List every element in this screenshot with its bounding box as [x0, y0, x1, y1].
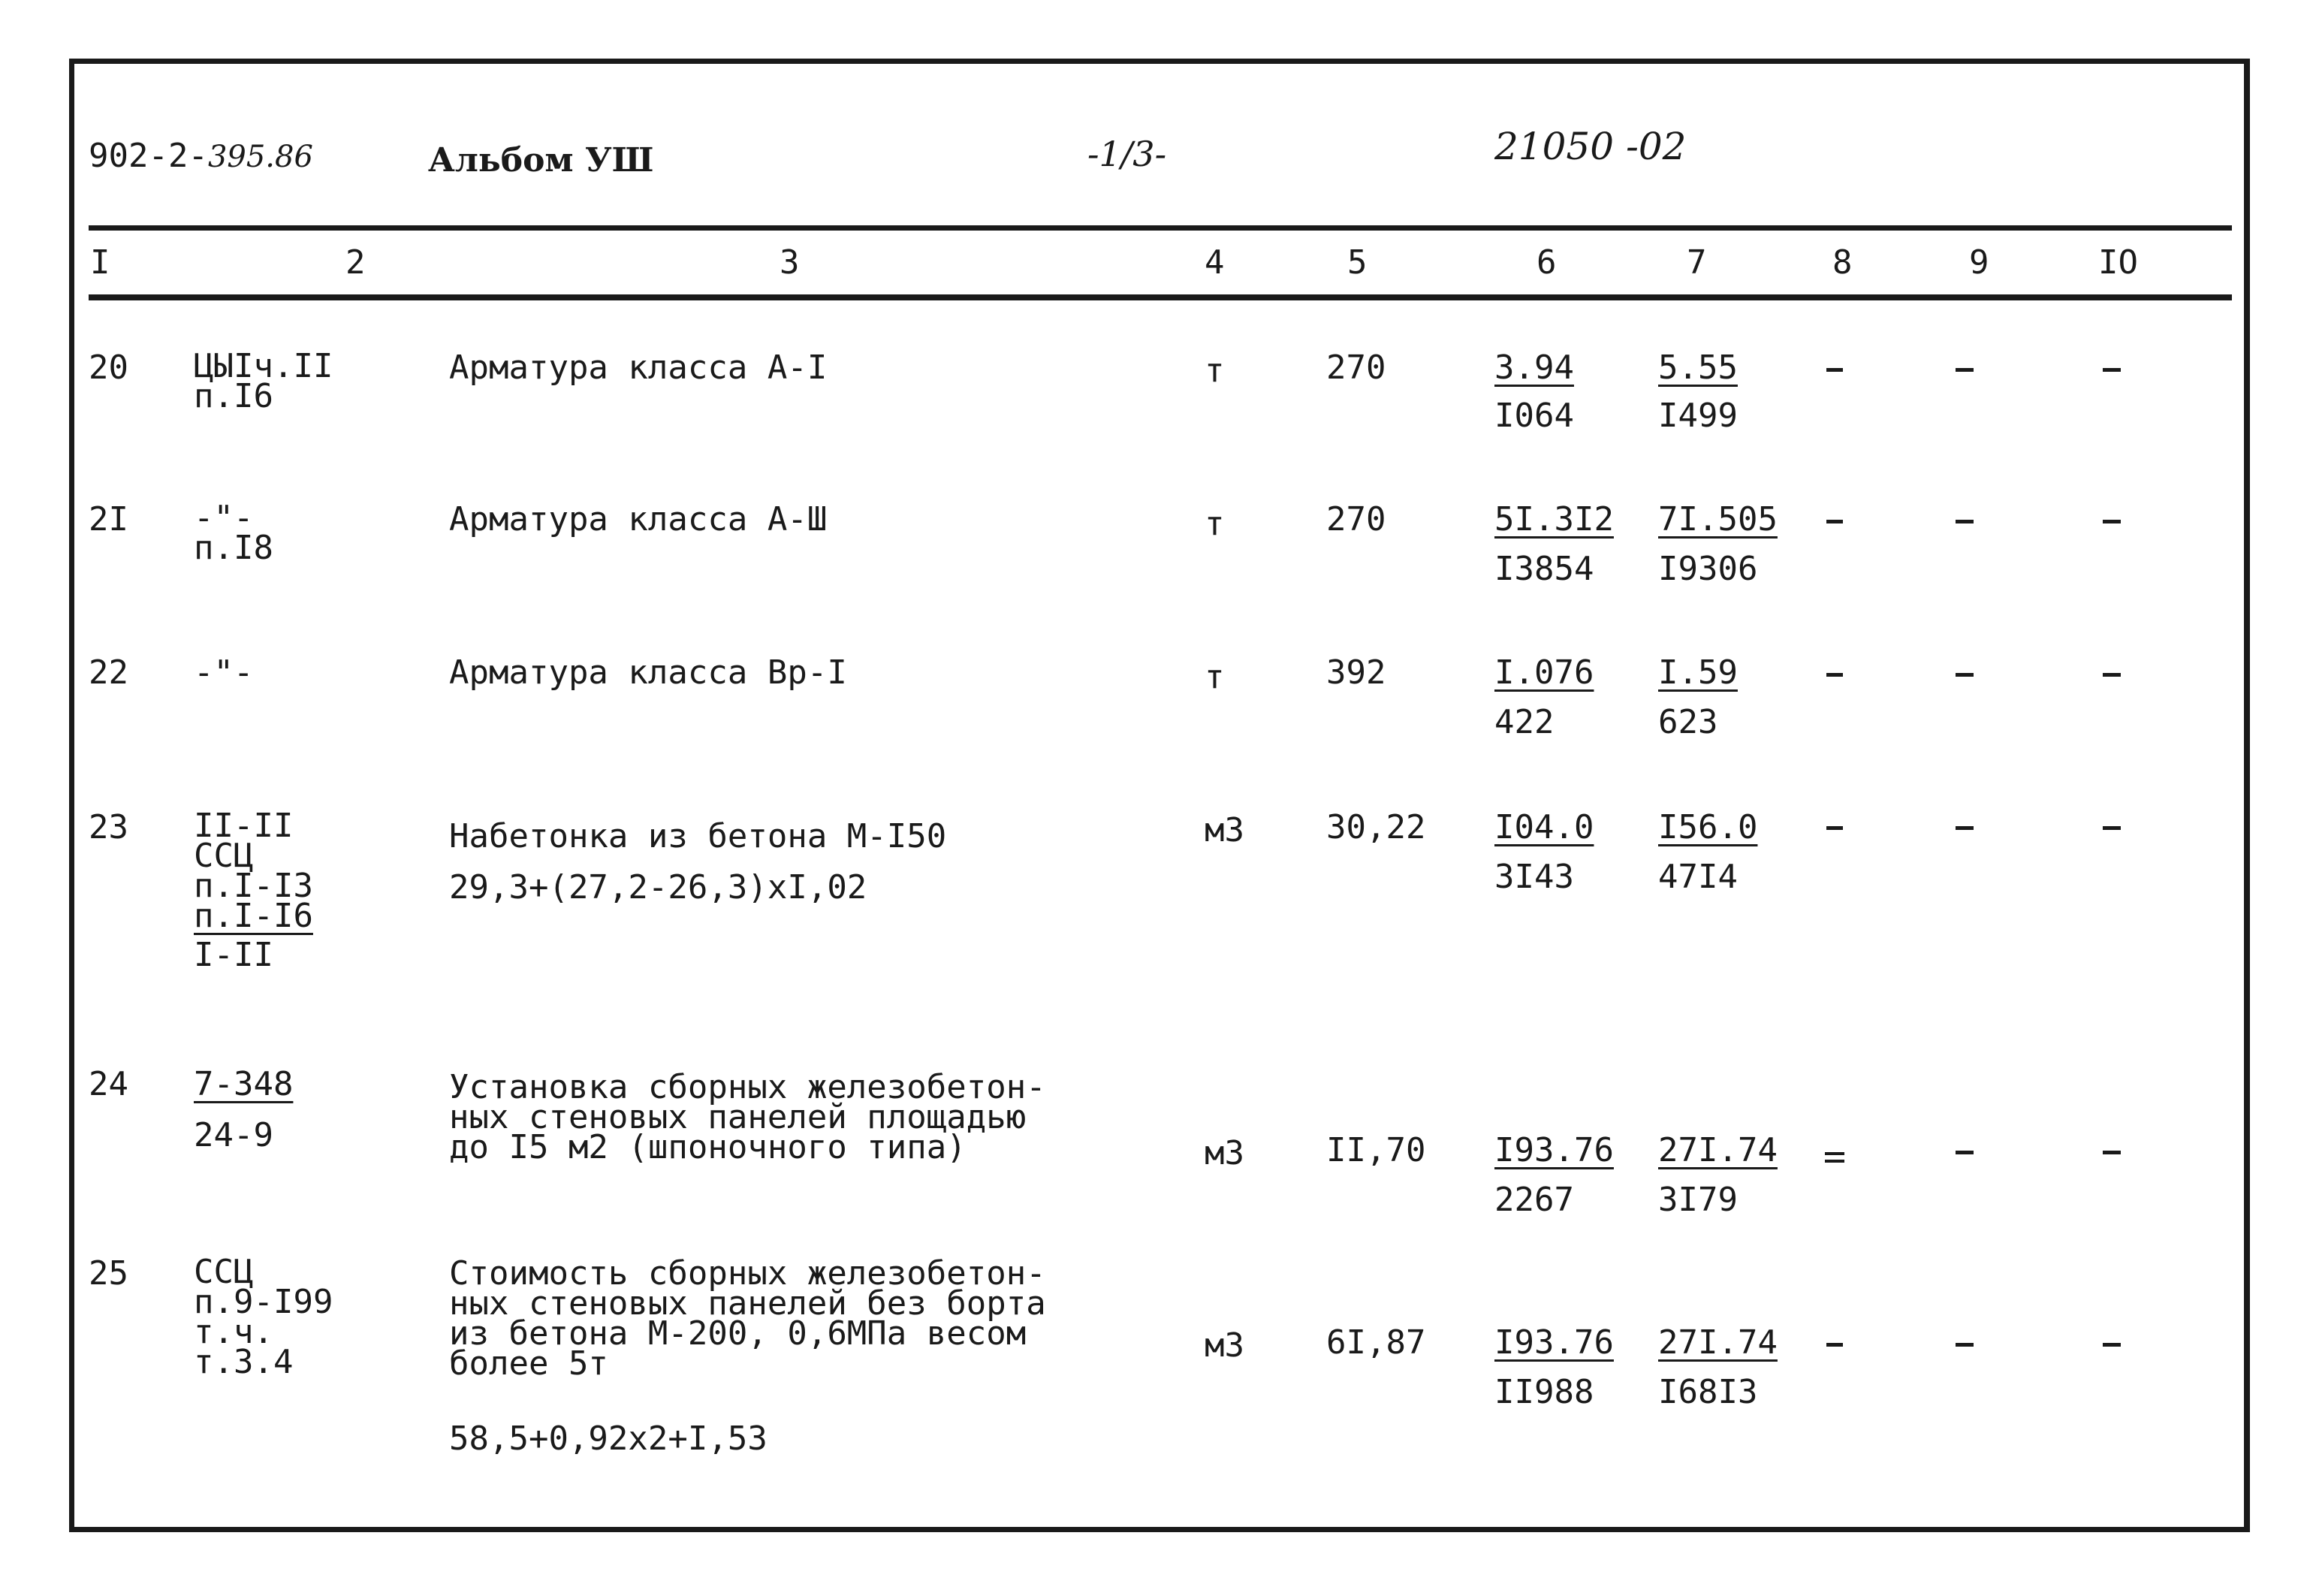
col-header-9: 9: [1969, 243, 1989, 282]
row-number: 23: [89, 808, 128, 846]
header-top-rule: [89, 225, 2232, 231]
row-total-6: 422: [1494, 703, 1555, 741]
doc-code-handwritten: 395.86: [207, 140, 313, 174]
empty-dash: [2103, 1343, 2121, 1347]
row-total-7: I499: [1658, 397, 1738, 435]
row-unit-price-7: 5.55: [1658, 348, 1738, 387]
col-header-4: 4: [1205, 243, 1225, 282]
row-reference: ЦЫIч.II п.I6: [194, 347, 333, 415]
empty-dash: [1826, 520, 1843, 523]
page-number: -1/3-: [1087, 134, 1167, 174]
row-reference: 7-348: [194, 1065, 294, 1103]
row-quantity: 270: [1326, 500, 1386, 539]
row-reference: -"-: [194, 653, 254, 692]
row-unit-price-6: I04.0: [1494, 808, 1594, 846]
row-number: 25: [89, 1254, 128, 1293]
row-total-7: 47I4: [1658, 858, 1738, 896]
row-unit-price-7: I.59: [1658, 653, 1738, 692]
row-unit: т: [1205, 658, 1225, 696]
row-unit: м3: [1205, 811, 1244, 849]
col-header-10: IO: [2098, 243, 2138, 282]
empty-dash: [1826, 673, 1843, 677]
row-number: 2I: [89, 500, 128, 539]
row-unit-price-7: 27I.74: [1658, 1131, 1778, 1169]
row-unit: м3: [1205, 1134, 1244, 1172]
row-unit-price-7: 27I.74: [1658, 1323, 1778, 1362]
row-total-7: 3I79: [1658, 1181, 1738, 1219]
row-unit-price-6: 3.94: [1494, 348, 1574, 387]
col-header-1: I: [90, 243, 110, 282]
row-number: 20: [89, 348, 128, 387]
col-header-5: 5: [1347, 243, 1368, 282]
empty-dash: [2103, 368, 2121, 372]
album-label: Альбом УШ: [428, 141, 654, 180]
empty-dash: [1956, 1343, 1974, 1347]
row-description: Установка сборных железобетон- ных стеновых панелей площадью до I5 м2 (шпоночного типа): [449, 1068, 1046, 1166]
row-description: Набетонка из бетона М-I50 29,3+(27,2-26,3)хI,02: [449, 817, 947, 907]
row-unit-price-6: I93.76: [1494, 1131, 1614, 1169]
row-total-7: 623: [1658, 703, 1718, 741]
row-description: Арматура класса А-Ш: [449, 500, 828, 539]
row-unit-price-6: I.076: [1494, 653, 1594, 692]
empty-dash: [2103, 520, 2121, 523]
empty-dash: [1956, 1151, 1974, 1154]
col-header-3: 3: [780, 243, 800, 282]
row-description: Арматура класса Вр-I: [449, 653, 847, 692]
doc-code: 902-2-395.86: [89, 137, 313, 175]
row-reference: -"- п.I8: [194, 499, 273, 567]
empty-dash: [1826, 1343, 1843, 1347]
row-unit: т: [1205, 505, 1225, 543]
row-reference-sub: 24-9: [194, 1116, 273, 1154]
empty-dash: [2103, 673, 2121, 677]
row-unit-price-7: I56.0: [1658, 808, 1758, 846]
row-quantity: II,70: [1326, 1131, 1426, 1169]
empty-dash: [1956, 520, 1974, 523]
row-formula: 58,5+0,92х2+I,53: [449, 1420, 767, 1458]
col-header-7: 7: [1687, 243, 1707, 282]
row-total-6: 2267: [1494, 1181, 1574, 1219]
row-total-6: I064: [1494, 397, 1574, 435]
row-unit-price-6: I93.76: [1494, 1323, 1614, 1362]
header-bottom-rule: [89, 294, 2232, 300]
col-header-2: 2: [345, 243, 366, 282]
sheet-number: 21050 -02: [1494, 125, 1687, 168]
empty-dash: [1826, 826, 1843, 830]
page-frame: [69, 59, 2250, 1532]
empty-dash: [1956, 826, 1974, 830]
row-reference: ССЦ п.9-I99 т.ч. т.3.4: [194, 1253, 333, 1381]
row-quantity: 6I,87: [1326, 1323, 1426, 1362]
row-unit-price-6: 5I.3I2: [1494, 500, 1614, 539]
empty-dash: [2103, 826, 2121, 830]
empty-dash: [2103, 1151, 2121, 1154]
row-total-7: I9306: [1658, 550, 1758, 588]
row-quantity: 270: [1326, 348, 1386, 387]
row-reference: II-II ССЦ п.I-I3 п.I-I6 I-II: [194, 807, 313, 974]
row-total-7: I68I3: [1658, 1373, 1758, 1411]
row-unit-price-7: 7I.505: [1658, 500, 1778, 539]
row-description: Арматура класса А-I: [449, 348, 828, 387]
row-total-6: II988: [1494, 1373, 1594, 1411]
col-header-8: 8: [1832, 243, 1853, 282]
row-number: 24: [89, 1065, 128, 1103]
row-quantity: 392: [1326, 653, 1386, 692]
empty-dash: [1956, 673, 1974, 677]
row-total-6: 3I43: [1494, 858, 1574, 896]
row-description: Стоимость сборных железобетон- ных стеновых панелей без борта из бетона М-200, 0,6МПа весом более 5т: [449, 1254, 1046, 1383]
row-unit: м3: [1205, 1326, 1244, 1365]
row-total-6: I3854: [1494, 550, 1594, 588]
empty-dash: [1826, 368, 1843, 372]
row-number: 22: [89, 653, 128, 692]
col-header-6: 6: [1536, 243, 1557, 282]
empty-dash: [1956, 368, 1974, 372]
row-unit: т: [1205, 351, 1225, 390]
row-quantity: 30,22: [1326, 808, 1426, 846]
